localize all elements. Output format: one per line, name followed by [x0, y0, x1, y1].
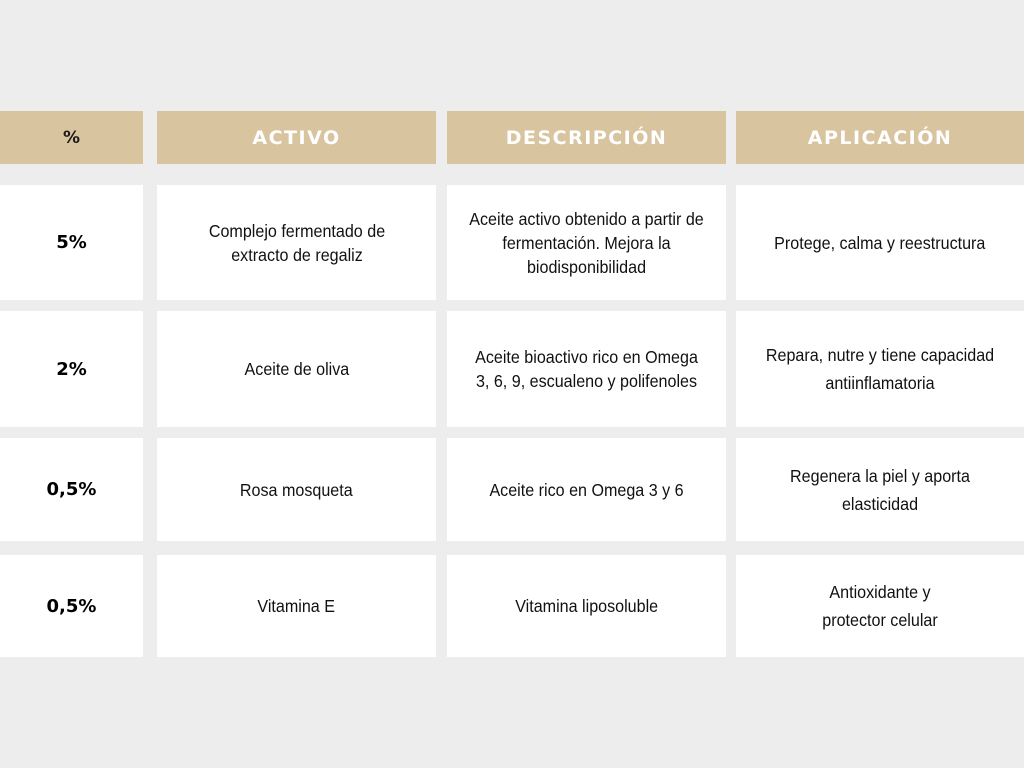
row-2-aplicacion-cell — [736, 311, 1024, 427]
row-4-percent: 0,5% — [0, 555, 143, 657]
row-2-percent: 2% — [0, 311, 143, 427]
row-4-aplicacion: Antioxidante y protector celular — [822, 582, 938, 630]
header-percent: % — [0, 111, 143, 164]
row-3-descripcion-cell — [447, 438, 726, 541]
row-3-activo: Rosa mosqueta — [240, 479, 353, 500]
row-3-descripcion: Aceite rico en Omega 3 y 6 — [489, 479, 684, 500]
header-activo: ACTIVO — [157, 111, 436, 164]
row-2-activo: Aceite de oliva — [244, 359, 349, 379]
row-2-descripcion-cell — [447, 311, 726, 427]
row-1-percent: 5% — [0, 185, 143, 300]
header-descripcion: DESCRIPCIÓN — [447, 111, 726, 164]
row-1-aplicacion: Protege, calma y reestructura — [774, 232, 986, 253]
row-4-descripcion-cell — [447, 555, 726, 657]
row-3-aplicacion-cell — [736, 438, 1024, 541]
header-aplicacion: APLICACIÓN — [736, 111, 1024, 164]
row-3-aplicacion: Regenera la piel y aporta elasticidad — [790, 465, 970, 514]
row-4-descripcion: Vitamina liposoluble — [515, 596, 658, 616]
row-4-activo: Vitamina E — [257, 596, 336, 616]
row-1-aplicacion-cell — [736, 185, 1024, 300]
row-3-percent: 0,5% — [0, 438, 143, 541]
row-1-descripcion: Aceite activo obtenido a partir de fermentación. Mejora la biodisponibilidad — [469, 208, 704, 277]
row-2-aplicacion: Repara, nutre y tiene capacidad antiinflamatoria — [765, 345, 995, 393]
row-1-descripcion-cell — [447, 185, 726, 300]
row-1-activo: Complejo fermentado de extracto de regaliz — [208, 220, 385, 265]
row-2-activo-cell — [157, 311, 436, 427]
row-4-activo-cell — [157, 555, 436, 657]
row-2-descripcion: Aceite bioactivo rico en Omega 3, 6, 9, escualeno y polifenoles — [475, 347, 698, 391]
row-3-activo-cell — [157, 438, 436, 541]
row-4-aplicacion-cell — [736, 555, 1024, 657]
row-1-activo-cell — [157, 185, 436, 300]
